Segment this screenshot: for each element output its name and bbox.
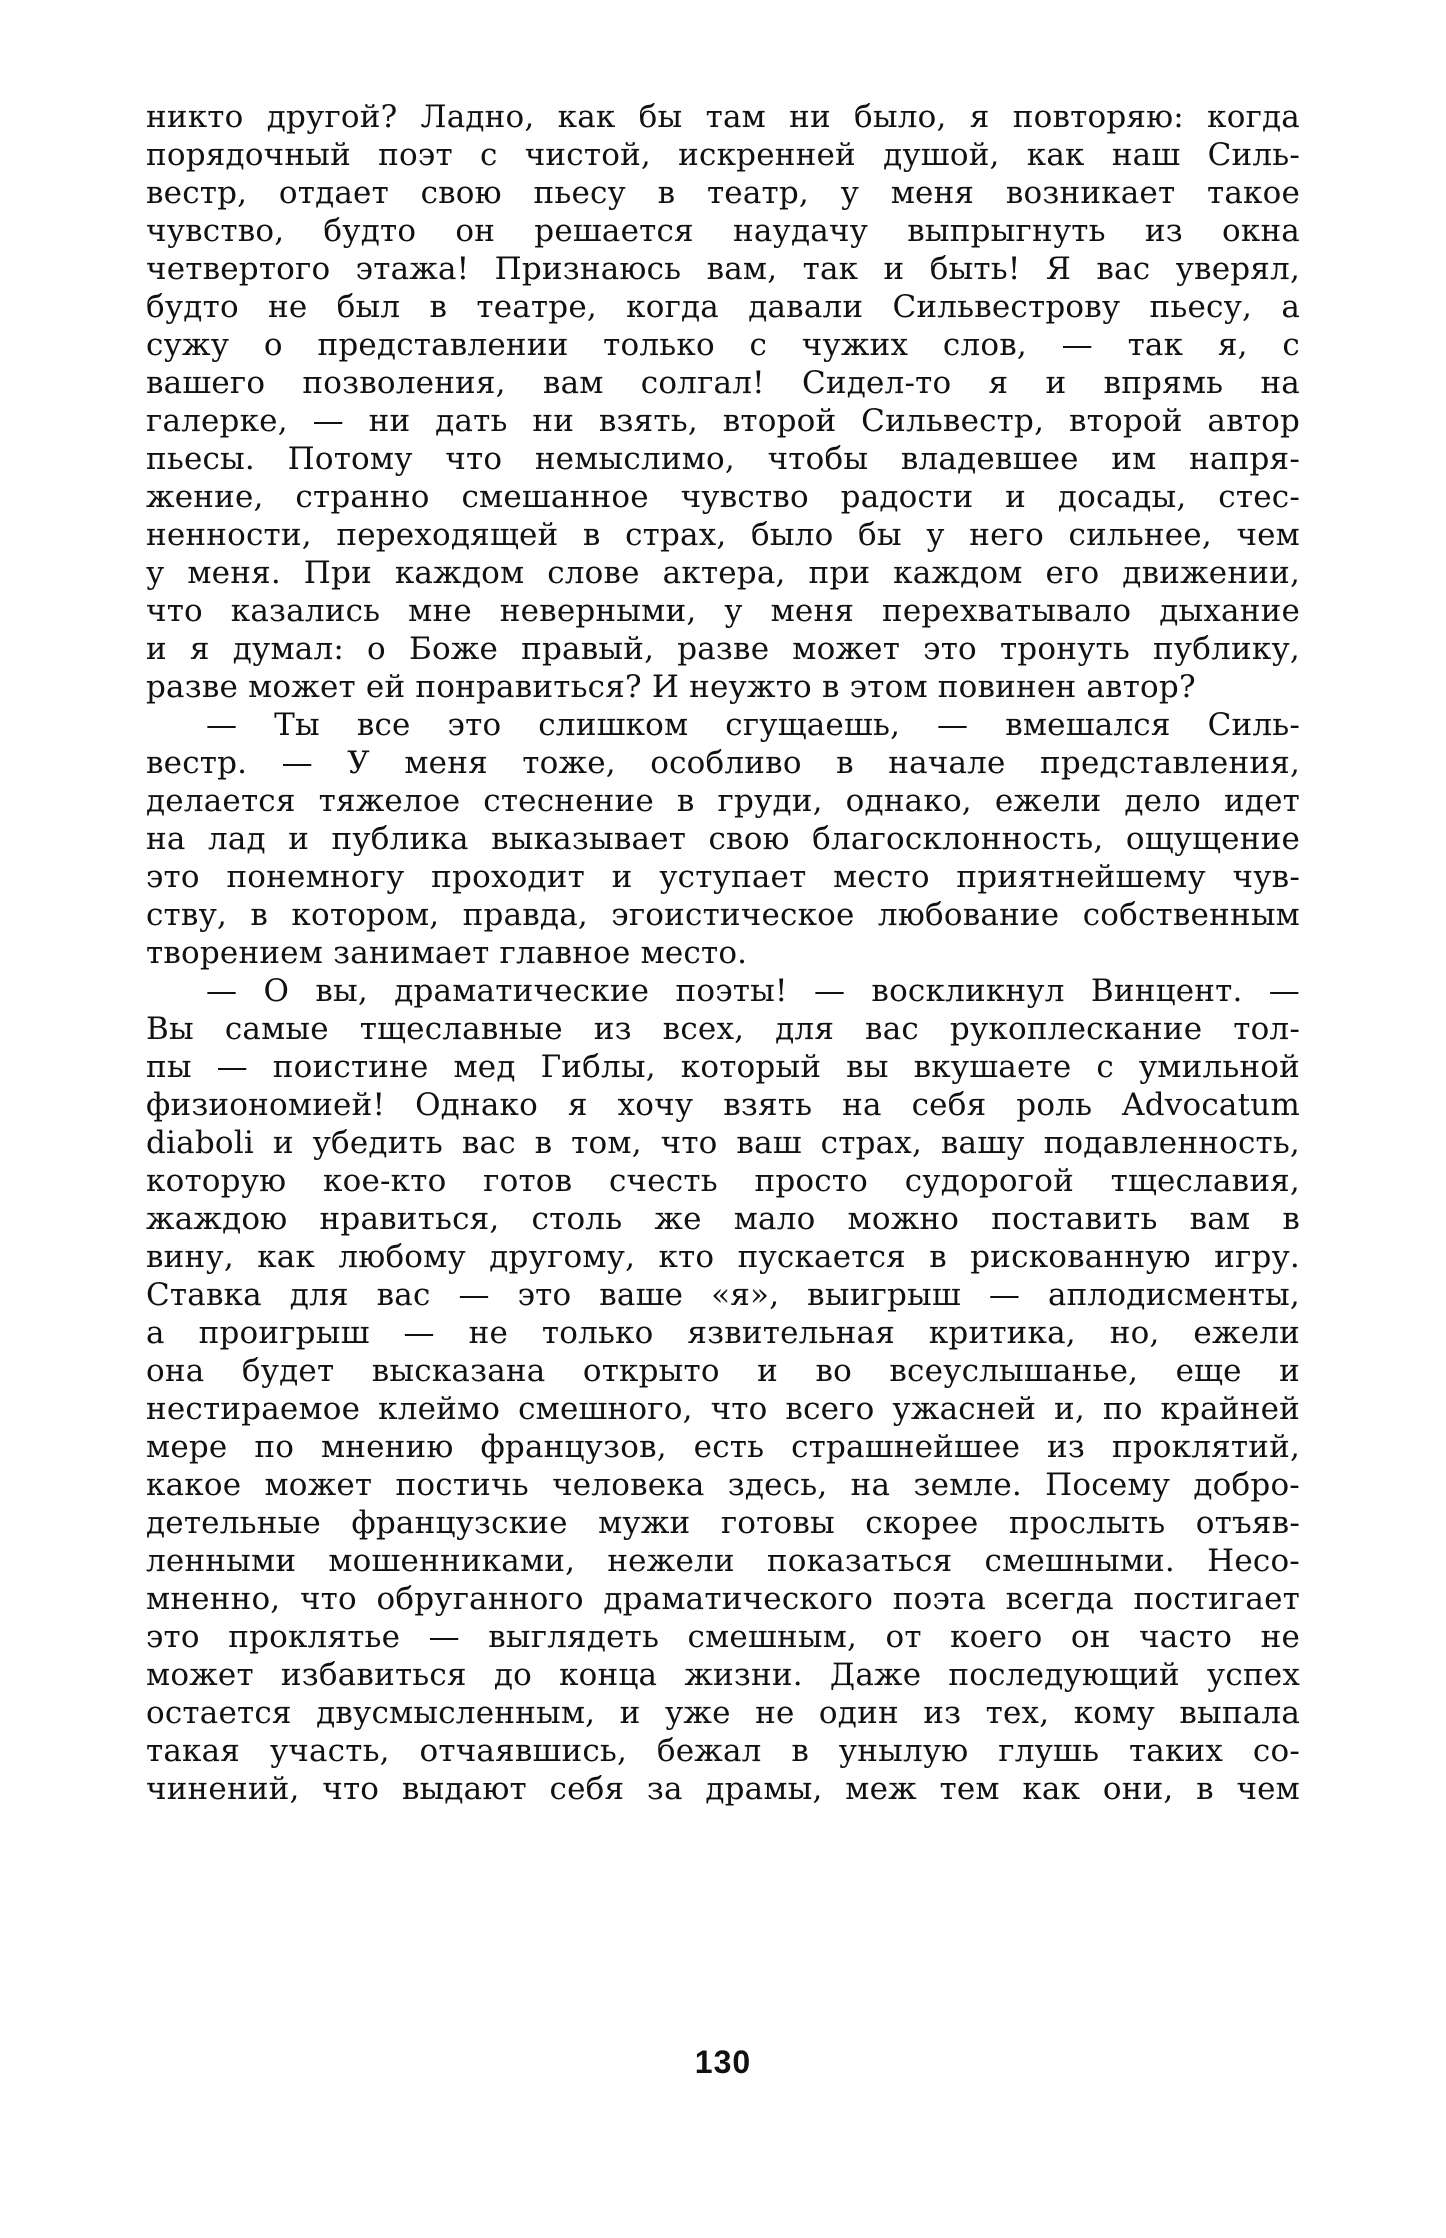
text-line: — О вы, драматические поэты! — воскликнул Винцент. —	[206, 973, 1300, 1009]
text-line: ленными мошенниками, нежели показаться смешными. Несо-	[146, 1543, 1300, 1579]
text-line: может избавиться до конца жизни. Даже последующий успех	[146, 1657, 1300, 1693]
text-line: какое может постичь человека здесь, на земле. Посему добро-	[146, 1467, 1300, 1503]
text-line: физиономией! Однако я хочу взять на себя роль Advocatum	[146, 1087, 1300, 1123]
text-line: пы — поистине мед Гиблы, который вы вкушаете с умильной	[146, 1049, 1300, 1085]
text-line: нестираемое клеймо смешного, что всего ужасней и, по крайней	[146, 1391, 1300, 1427]
text-line: ству, в котором, правда, эгоистическое любование собственным	[146, 897, 1300, 933]
text-line: жение, странно смешанное чувство радости и досады, стес-	[146, 479, 1300, 515]
text-line: пьесы. Потому что немыслимо, чтобы владевшее им напря-	[146, 441, 1300, 477]
text-line: остается двусмысленным, и уже не один из тех, кому выпала	[146, 1695, 1300, 1731]
text-line: будто не был в театре, когда давали Сильвестрову пьесу, а	[146, 289, 1300, 325]
text-line: делается тяжелое стеснение в груди, однако, ежели дело идет	[146, 783, 1300, 819]
text-line: на лад и публика выказывает свою благосклонность, ощущение	[146, 821, 1300, 857]
text-line: что казались мне неверными, у меня перехватывало дыхание	[146, 593, 1300, 629]
text-line: это проклятье — выглядеть смешным, от коего он часто не	[146, 1619, 1300, 1655]
text-line: сужу о представлении только с чужих слов, — так я, с	[146, 327, 1300, 363]
text-line: чувство, будто он решается наудачу выпрыгнуть из окна	[146, 213, 1300, 249]
text-line: детельные французские мужи готовы скорее прослыть отъяв-	[146, 1505, 1300, 1541]
text-line: Ставка для вас — это ваше «я», выигрыш — аплодисменты,	[146, 1277, 1300, 1313]
text-line: разве может ей понравиться? И неужто в этом повинен автор?	[146, 669, 1196, 705]
text-line: никто другой? Ладно, как бы там ни было, я повторяю: когда	[146, 99, 1300, 135]
text-line: это понемногу проходит и уступает место приятнейшему чув-	[146, 859, 1300, 895]
text-line: творением занимает главное место.	[146, 935, 748, 971]
text-line: вестр, отдает свою пьесу в театр, у меня возникает такое	[146, 175, 1300, 211]
text-line: diaboli и убедить вас в том, что ваш страх, вашу подавленность,	[146, 1125, 1300, 1161]
text-line: мненно, что обруганного драматического поэта всегда постигает	[146, 1581, 1300, 1617]
text-line: ненности, переходящей в страх, было бы у него сильнее, чем	[146, 517, 1300, 553]
text-line: Вы самые тщеславные из всех, для вас рукоплескание тол-	[146, 1011, 1300, 1047]
text-line: чинений, что выдают себя за драмы, меж тем как они, в чем	[146, 1771, 1300, 1807]
text-line: порядочный поэт с чистой, искренней душой, как наш Силь-	[146, 137, 1300, 173]
text-line: у меня. При каждом слове актера, при каждом его движении,	[146, 555, 1300, 591]
text-line: галерке, — ни дать ни взять, второй Сильвестр, второй автор	[146, 403, 1300, 439]
text-line: мере по мнению французов, есть страшнейшее из проклятий,	[146, 1429, 1300, 1465]
text-line: такая участь, отчаявшись, бежал в унылую глушь таких со-	[146, 1733, 1300, 1769]
text-line: жаждою нравиться, столь же мало можно поставить вам в	[146, 1201, 1300, 1237]
text-line: вину, как любому другому, кто пускается в рискованную игру.	[146, 1239, 1300, 1275]
text-line: вестр. — У меня тоже, особливо в начале представления,	[146, 745, 1300, 781]
text-line: а проигрыш — не только язвительная критика, но, ежели	[146, 1315, 1300, 1351]
text-line: которую кое-кто готов счесть просто судорогой тщеславия,	[146, 1163, 1300, 1199]
text-line: четвертого этажа! Признаюсь вам, так и быть! Я вас уверял,	[146, 251, 1300, 287]
text-line: она будет высказана открыто и во всеуслышанье, еще и	[146, 1353, 1300, 1389]
text-line: вашего позволения, вам солгал! Сидел-то я и впрямь на	[146, 365, 1300, 401]
text-line: — Ты все это слишком сгущаешь, — вмешался Силь-	[206, 707, 1300, 743]
text-line: и я думал: о Боже правый, разве может это тронуть публику,	[146, 631, 1300, 667]
page-number: 130	[694, 2044, 752, 2080]
body-text	[146, 98, 1300, 1808]
